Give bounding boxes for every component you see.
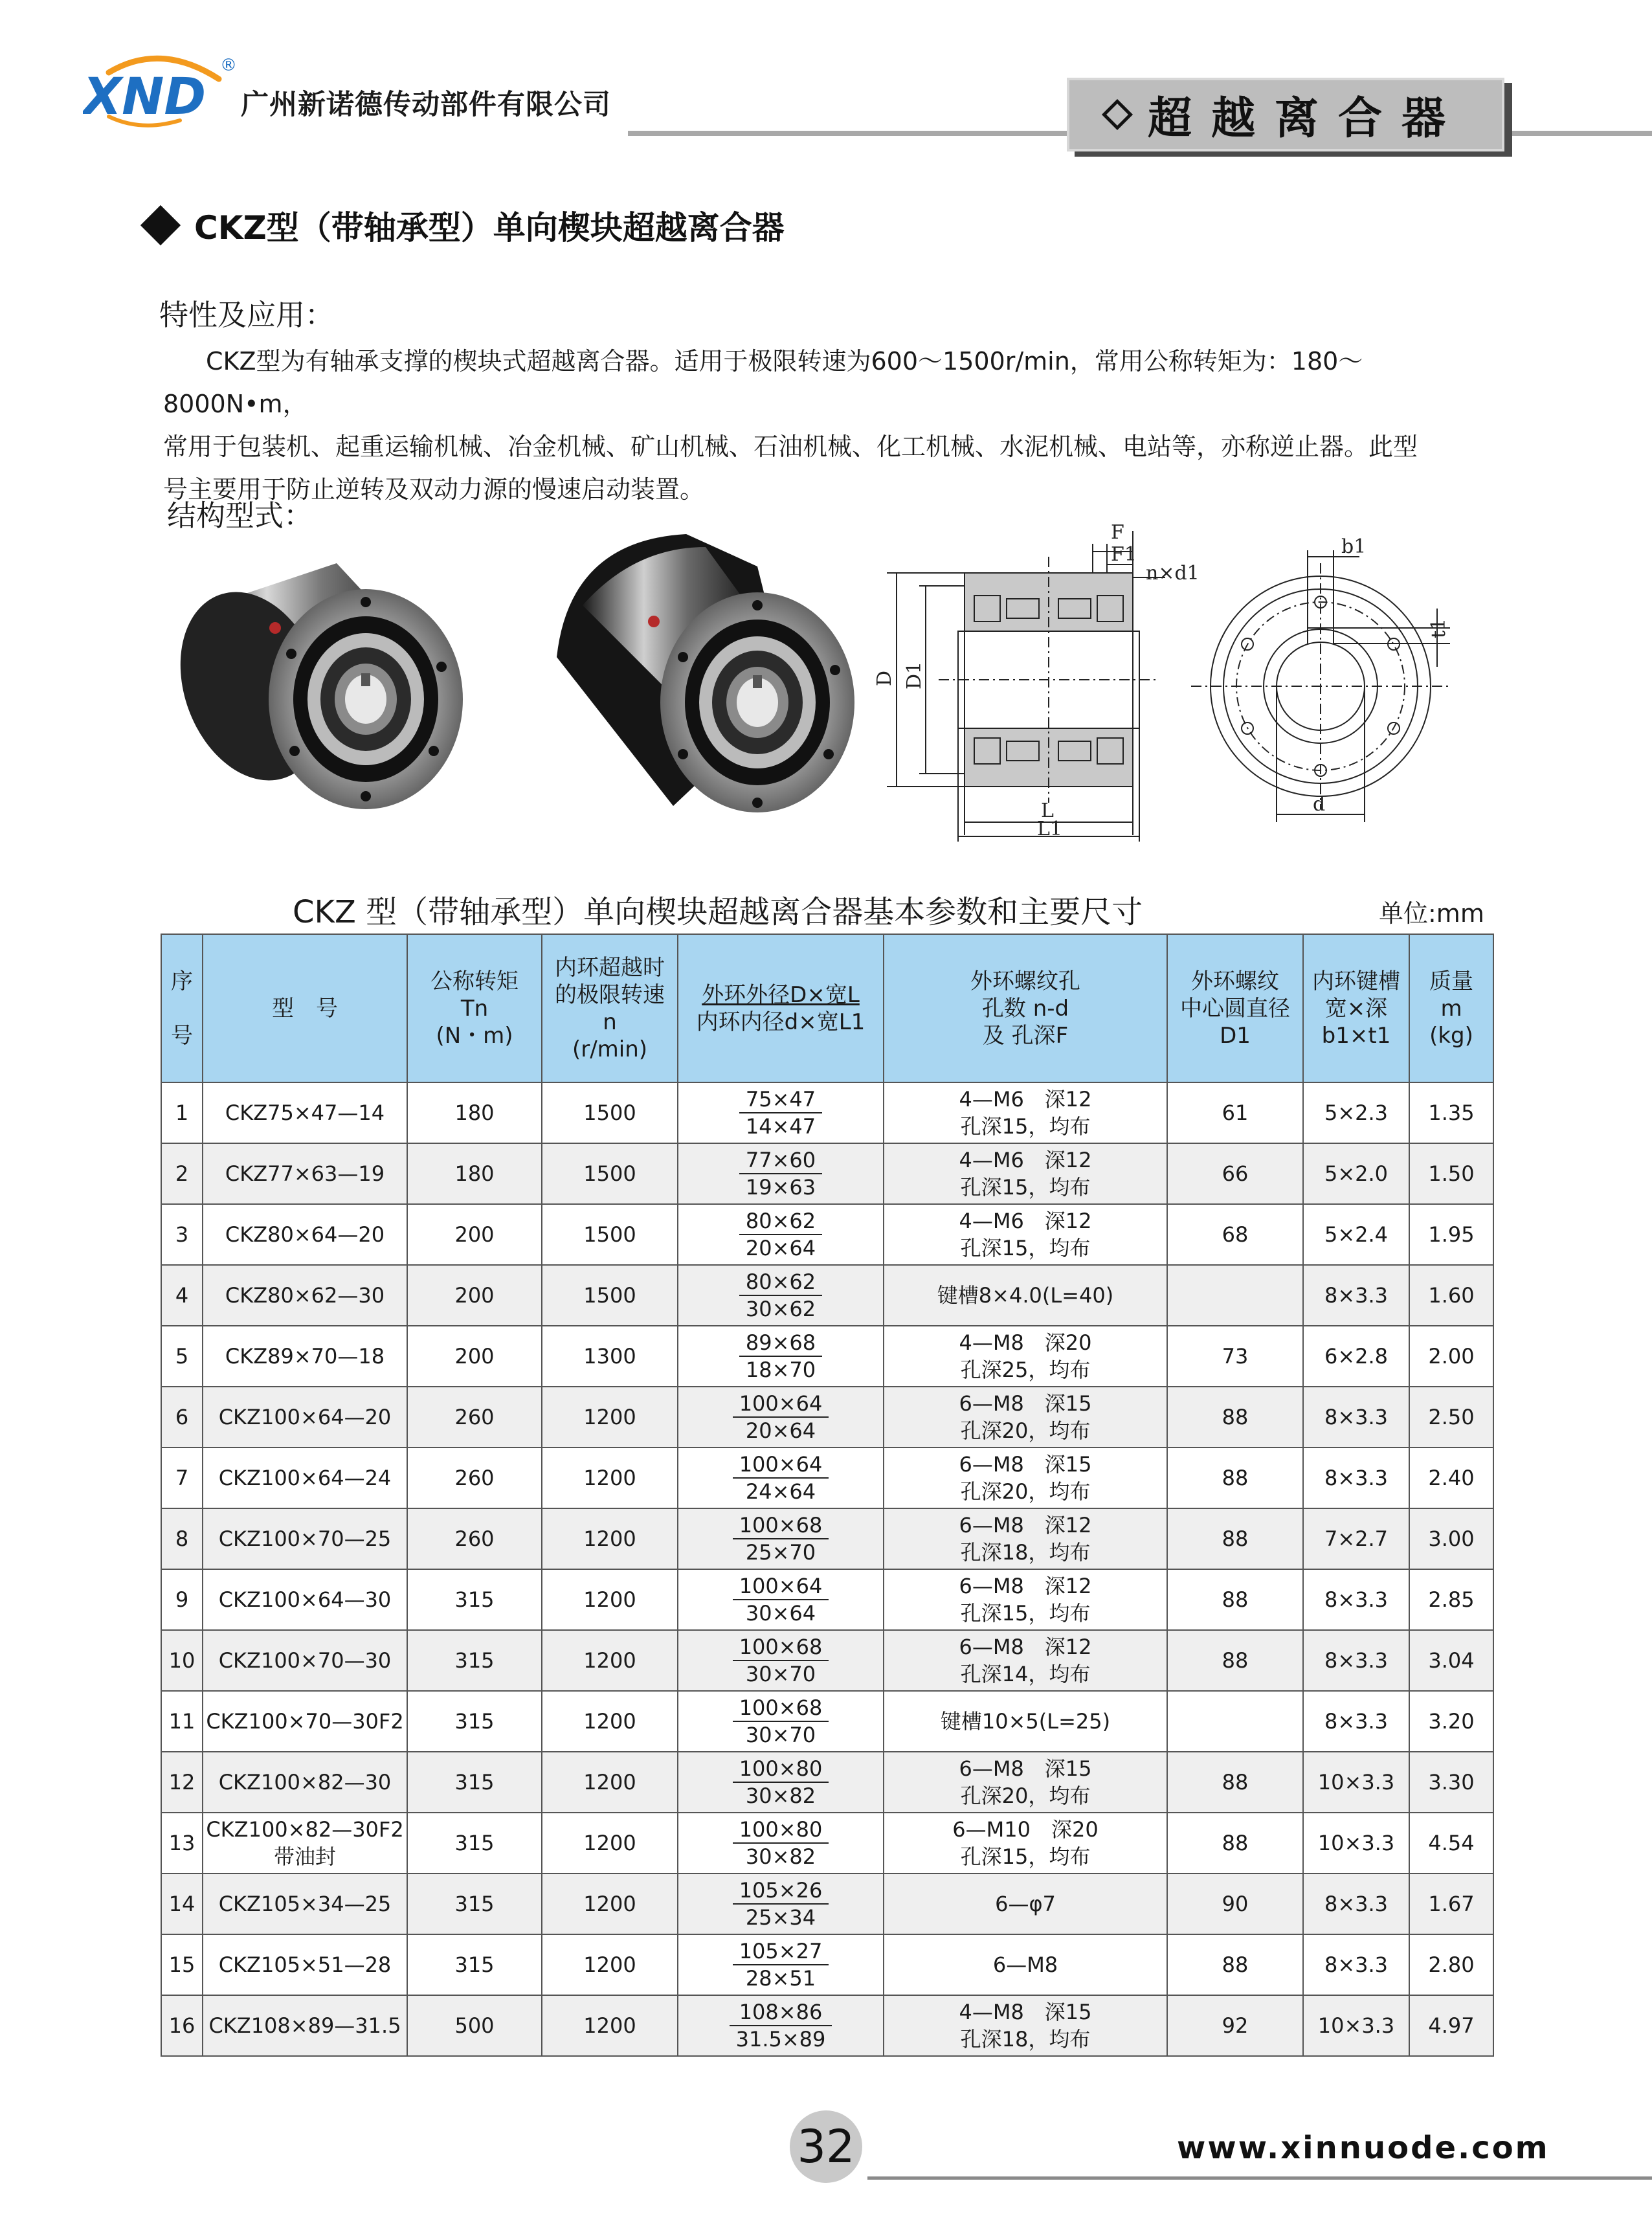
cell-speed: 1200 [542, 1813, 678, 1873]
cell-mass: 3.04 [1409, 1630, 1493, 1691]
table-row [161, 1691, 1493, 1752]
cell-no: 13 [161, 1813, 203, 1873]
cell-speed: 1200 [542, 1691, 678, 1752]
header-torque: 公称转矩 Tn (N・m) [407, 934, 542, 1082]
cell-threaded-holes: 6—M8 深12 孔深14，均布 [884, 1630, 1167, 1691]
cell-dimensions: $\frac{100\times 64}{30\times 64}$ [678, 1569, 884, 1630]
cell-no: 8 [161, 1508, 203, 1569]
footer-rule [867, 2176, 1652, 2180]
cell-mass: 1.67 [1409, 1873, 1493, 1934]
cell-pitch-circle: 88 [1167, 1630, 1303, 1691]
table-row [161, 1082, 1493, 1143]
cell-mass: 3.20 [1409, 1691, 1493, 1752]
label-t1: t1 [1427, 618, 1450, 638]
structure-heading: 结构型式： [167, 498, 313, 533]
cell-threaded-holes: 4—M6 深12 孔深15，均布 [884, 1143, 1167, 1204]
cell-dimensions: $\frac{80\times 62}{30\times 62}$ [678, 1265, 884, 1326]
cell-torque: 315 [407, 1569, 542, 1630]
cell-threaded-holes: 键槽8×4.0(L=40) [884, 1265, 1167, 1326]
cell-torque: 200 [407, 1265, 542, 1326]
cell-mass: 3.00 [1409, 1508, 1493, 1569]
cell-threaded-holes: 6—M8 深15 孔深20，均布 [884, 1387, 1167, 1448]
cell-model: CKZ100×64—20 [203, 1387, 407, 1448]
cell-dimensions: $\frac{77\times 60}{19\times 63}$ [678, 1143, 884, 1204]
cell-no: 14 [161, 1873, 203, 1934]
cell-model: CKZ105×34—25 [203, 1873, 407, 1934]
table-row [161, 1569, 1493, 1630]
cell-keyway: 8×3.3 [1303, 1265, 1409, 1326]
company-logo [83, 53, 232, 131]
cell-no: 6 [161, 1387, 203, 1448]
cell-mass: 4.97 [1409, 1995, 1493, 2056]
cell-mass: 1.50 [1409, 1143, 1493, 1204]
cell-speed: 1200 [542, 1448, 678, 1508]
cell-keyway: 8×3.3 [1303, 1691, 1409, 1752]
cell-model: CKZ108×89—31.5 [203, 1995, 407, 2056]
cell-mass: 1.35 [1409, 1082, 1493, 1143]
front-view-drawing [1191, 531, 1463, 835]
cell-threaded-holes: 6—φ7 [884, 1873, 1167, 1934]
table-row [161, 1387, 1493, 1448]
cell-dimensions: $\frac{105\times 27}{28\times 51}$ [678, 1934, 884, 1995]
table-header-row [161, 934, 1493, 1082]
cell-no: 7 [161, 1448, 203, 1508]
cell-torque: 315 [407, 1873, 542, 1934]
label-L: L [1041, 799, 1054, 822]
cell-threaded-holes: 6—M8 深12 孔深15，均布 [884, 1569, 1167, 1630]
cell-threaded-holes: 6—M10 深20 孔深15，均布 [884, 1813, 1167, 1873]
label-d: d [1313, 793, 1326, 816]
cell-dimensions: $\frac{100\times 80}{30\times 82}$ [678, 1752, 884, 1813]
label-b1: b1 [1341, 535, 1367, 558]
cell-speed: 1200 [542, 1569, 678, 1630]
cell-threaded-holes: 4—M8 深15 孔深18，均布 [884, 1995, 1167, 2056]
cell-torque: 200 [407, 1326, 542, 1387]
cell-no: 4 [161, 1265, 203, 1326]
cell-mass: 2.50 [1409, 1387, 1493, 1448]
cell-model: CKZ100×70—30 [203, 1630, 407, 1691]
cell-pitch-circle: 88 [1167, 1508, 1303, 1569]
logo-text: XND [83, 68, 206, 126]
header-keyway: 内环键槽 宽×深 b1×t1 [1303, 934, 1409, 1082]
product-photo-2 [544, 528, 861, 819]
cell-no: 16 [161, 1995, 203, 2056]
header-no: 序 号 [161, 934, 203, 1082]
cell-speed: 1500 [542, 1265, 678, 1326]
table-unit: 单位:mm [1379, 899, 1484, 928]
cell-pitch-circle [1167, 1691, 1303, 1752]
cell-torque: 260 [407, 1387, 542, 1448]
cell-keyway: 5×2.0 [1303, 1143, 1409, 1204]
cell-model: CKZ89×70—18 [203, 1326, 407, 1387]
category-title: 超越离合器 [1147, 93, 1465, 144]
table-row [161, 1204, 1493, 1265]
cell-mass: 2.80 [1409, 1934, 1493, 1995]
section-view-drawing [861, 518, 1230, 855]
product-photo-1 [175, 537, 473, 816]
cell-keyway: 6×2.8 [1303, 1326, 1409, 1387]
cell-threaded-holes: 4—M6 深12 孔深15，均布 [884, 1204, 1167, 1265]
cell-pitch-circle: 66 [1167, 1143, 1303, 1204]
cell-mass: 2.00 [1409, 1326, 1493, 1387]
spec-table [161, 934, 1494, 2057]
cell-keyway: 5×2.4 [1303, 1204, 1409, 1265]
cell-speed: 1200 [542, 1630, 678, 1691]
label-L1: L1 [1037, 818, 1063, 840]
table-row [161, 1813, 1493, 1873]
cell-model: CKZ100×82—30F2 带油封 [203, 1813, 407, 1873]
cell-model: CKZ75×47—14 [203, 1082, 407, 1143]
cell-no: 15 [161, 1934, 203, 1995]
cell-speed: 1500 [542, 1204, 678, 1265]
cell-keyway: 8×3.3 [1303, 1387, 1409, 1448]
cell-speed: 1300 [542, 1326, 678, 1387]
cell-torque: 315 [407, 1813, 542, 1873]
cell-speed: 1200 [542, 1934, 678, 1995]
company-name: 广州新诺德传动部件有限公司 [241, 89, 611, 121]
cell-dimensions: $\frac{100\times 64}{20\times 64}$ [678, 1387, 884, 1448]
paragraph-line: 号主要用于防止逆转及双动力源的慢速启动装置。 [163, 475, 705, 504]
cell-no: 5 [161, 1326, 203, 1387]
cell-torque: 180 [407, 1082, 542, 1143]
table-row [161, 1326, 1493, 1387]
cell-no: 9 [161, 1569, 203, 1630]
features-paragraph [163, 340, 1497, 511]
cell-threaded-holes: 键槽10×5(L=25) [884, 1691, 1167, 1752]
table-title: CKZ 型（带轴承型）单向楔块超越离合器基本参数和主要尺寸 [293, 894, 1143, 930]
cell-dimensions: $\frac{89\times 68}{18\times 70}$ [678, 1326, 884, 1387]
cell-pitch-circle [1167, 1265, 1303, 1326]
cell-pitch-circle: 68 [1167, 1204, 1303, 1265]
table-row [161, 1873, 1493, 1934]
cell-keyway: 8×3.3 [1303, 1934, 1409, 1995]
cell-mass: 3.30 [1409, 1752, 1493, 1813]
table-row [161, 1995, 1493, 2056]
cell-pitch-circle: 92 [1167, 1995, 1303, 2056]
cell-keyway: 10×3.3 [1303, 1752, 1409, 1813]
header-threaded-holes: 外环螺纹孔 孔数 n-d 及 孔深F [884, 934, 1167, 1082]
cell-pitch-circle: 88 [1167, 1934, 1303, 1995]
cell-dimensions: $\frac{108\times 86}{31.5\times 89}$ [678, 1995, 884, 2056]
cell-torque: 315 [407, 1934, 542, 1995]
cell-pitch-circle: 73 [1167, 1326, 1303, 1387]
cell-threaded-holes: 4—M6 深12 孔深15，均布 [884, 1082, 1167, 1143]
cell-keyway: 8×3.3 [1303, 1873, 1409, 1934]
diamond-bullet-icon [140, 205, 181, 245]
cell-torque: 315 [407, 1752, 542, 1813]
cell-model: CKZ100×70—30F2 [203, 1691, 407, 1752]
cell-no: 3 [161, 1204, 203, 1265]
website-url: www.xinnuode.com [1177, 2130, 1550, 2166]
cell-dimensions: $\frac{100\times 80}{30\times 82}$ [678, 1813, 884, 1873]
header-mass: 质量 m (kg) [1409, 934, 1493, 1082]
paragraph-line: 常用于包装机、起重运输机械、冶金机械、矿山机械、石油机械、化工机械、水泥机械、电站等，亦称逆止器。此型 [163, 432, 1418, 461]
cell-no: 10 [161, 1630, 203, 1691]
cell-speed: 1200 [542, 1873, 678, 1934]
cell-model: CKZ100×70—25 [203, 1508, 407, 1569]
cell-speed: 1500 [542, 1082, 678, 1143]
cell-model: CKZ100×64—30 [203, 1569, 407, 1630]
cell-keyway: 8×3.3 [1303, 1448, 1409, 1508]
cell-threaded-holes: 4—M8 深20 孔深25，均布 [884, 1326, 1167, 1387]
cell-no: 2 [161, 1143, 203, 1204]
cell-keyway: 10×3.3 [1303, 1995, 1409, 2056]
cell-mass: 1.60 [1409, 1265, 1493, 1326]
cell-dimensions: $\frac{100\times 64}{24\times 64}$ [678, 1448, 884, 1508]
cell-dimensions: $\frac{75\times 47}{14\times 47}$ [678, 1082, 884, 1143]
table-row [161, 1752, 1493, 1813]
cell-torque: 260 [407, 1508, 542, 1569]
cell-speed: 1200 [542, 1508, 678, 1569]
cell-no: 12 [161, 1752, 203, 1813]
cell-model: CKZ77×63—19 [203, 1143, 407, 1204]
cell-pitch-circle: 88 [1167, 1752, 1303, 1813]
cell-dimensions: $\frac{105\times 26}{25\times 34}$ [678, 1873, 884, 1934]
cell-mass: 2.85 [1409, 1569, 1493, 1630]
label-D1: D1 [903, 661, 926, 689]
header-model: 型 号 [203, 934, 407, 1082]
cell-speed: 1200 [542, 1752, 678, 1813]
cell-keyway: 5×2.3 [1303, 1082, 1409, 1143]
cell-pitch-circle: 88 [1167, 1448, 1303, 1508]
cell-pitch-circle: 88 [1167, 1387, 1303, 1448]
table-row [161, 1265, 1493, 1326]
category-banner [1067, 78, 1504, 151]
cell-threaded-holes: 6—M8 深15 孔深20，均布 [884, 1448, 1167, 1508]
table-row [161, 1630, 1493, 1691]
cell-torque: 180 [407, 1143, 542, 1204]
features-heading: 特性及应用： [159, 298, 335, 332]
cell-threaded-holes: 6—M8 深15 孔深20，均布 [884, 1752, 1167, 1813]
label-D: D [873, 670, 896, 686]
cell-threaded-holes: 6—M8 深12 孔深18，均布 [884, 1508, 1167, 1569]
cell-mass: 1.95 [1409, 1204, 1493, 1265]
cell-torque: 315 [407, 1691, 542, 1752]
section-title: CKZ型（带轴承型）单向楔块超越离合器 [194, 209, 785, 247]
header-pitch-circle: 外环螺纹 中心圆直径 D1 [1167, 934, 1303, 1082]
cell-pitch-circle: 88 [1167, 1813, 1303, 1873]
cell-speed: 1200 [542, 1387, 678, 1448]
cell-model: CKZ105×51—28 [203, 1934, 407, 1995]
cell-no: 11 [161, 1691, 203, 1752]
registered-mark: ® [220, 56, 237, 75]
cell-torque: 200 [407, 1204, 542, 1265]
cell-no: 1 [161, 1082, 203, 1143]
cell-pitch-circle: 88 [1167, 1569, 1303, 1630]
cell-model: CKZ100×64—24 [203, 1448, 407, 1508]
cell-model: CKZ80×64—20 [203, 1204, 407, 1265]
label-F1: F1 [1111, 543, 1137, 566]
table-row [161, 1143, 1493, 1204]
cell-threaded-holes: 6—M8 [884, 1934, 1167, 1995]
table-row [161, 1934, 1493, 1995]
table-row [161, 1508, 1493, 1569]
header-speed: 内环超越时 的极限转速 n (r/min) [542, 934, 678, 1082]
diamond-outline-icon [1102, 99, 1133, 130]
cell-mass: 2.40 [1409, 1448, 1493, 1508]
cell-model: CKZ100×82—30 [203, 1752, 407, 1813]
cell-model: CKZ80×62—30 [203, 1265, 407, 1326]
cell-keyway: 7×2.7 [1303, 1508, 1409, 1569]
cell-pitch-circle: 90 [1167, 1873, 1303, 1934]
cell-keyway: 8×3.3 [1303, 1569, 1409, 1630]
page-number: 32 [797, 2120, 855, 2173]
label-nxd1: n×d1 [1146, 562, 1200, 585]
cell-torque: 260 [407, 1448, 542, 1508]
page-number-badge [790, 2110, 862, 2183]
cell-speed: 1200 [542, 1995, 678, 2056]
cell-keyway: 8×3.3 [1303, 1630, 1409, 1691]
label-F: F [1111, 521, 1124, 544]
cell-torque: 315 [407, 1630, 542, 1691]
paragraph-line: CKZ型为有轴承支撑的楔块式超越离合器。适用于极限转速为600～1500r/min，常用公称转矩为：180～8000N•m， [163, 347, 1363, 418]
cell-pitch-circle: 61 [1167, 1082, 1303, 1143]
cell-dimensions: $\frac{80\times 62}{20\times 64}$ [678, 1204, 884, 1265]
cell-dimensions: $\frac{100\times 68}{30\times 70}$ [678, 1691, 884, 1752]
cell-torque: 500 [407, 1995, 542, 2056]
cell-mass: 4.54 [1409, 1813, 1493, 1873]
cell-keyway: 10×3.3 [1303, 1813, 1409, 1873]
cell-dimensions: $\frac{100\times 68}{25\times 70}$ [678, 1508, 884, 1569]
header-dimensions: 外环外径D×宽L 内环内径d×宽L1 [678, 934, 884, 1082]
cell-speed: 1500 [542, 1143, 678, 1204]
cell-dimensions: $\frac{100\times 68}{30\times 70}$ [678, 1630, 884, 1691]
table-row [161, 1448, 1493, 1508]
